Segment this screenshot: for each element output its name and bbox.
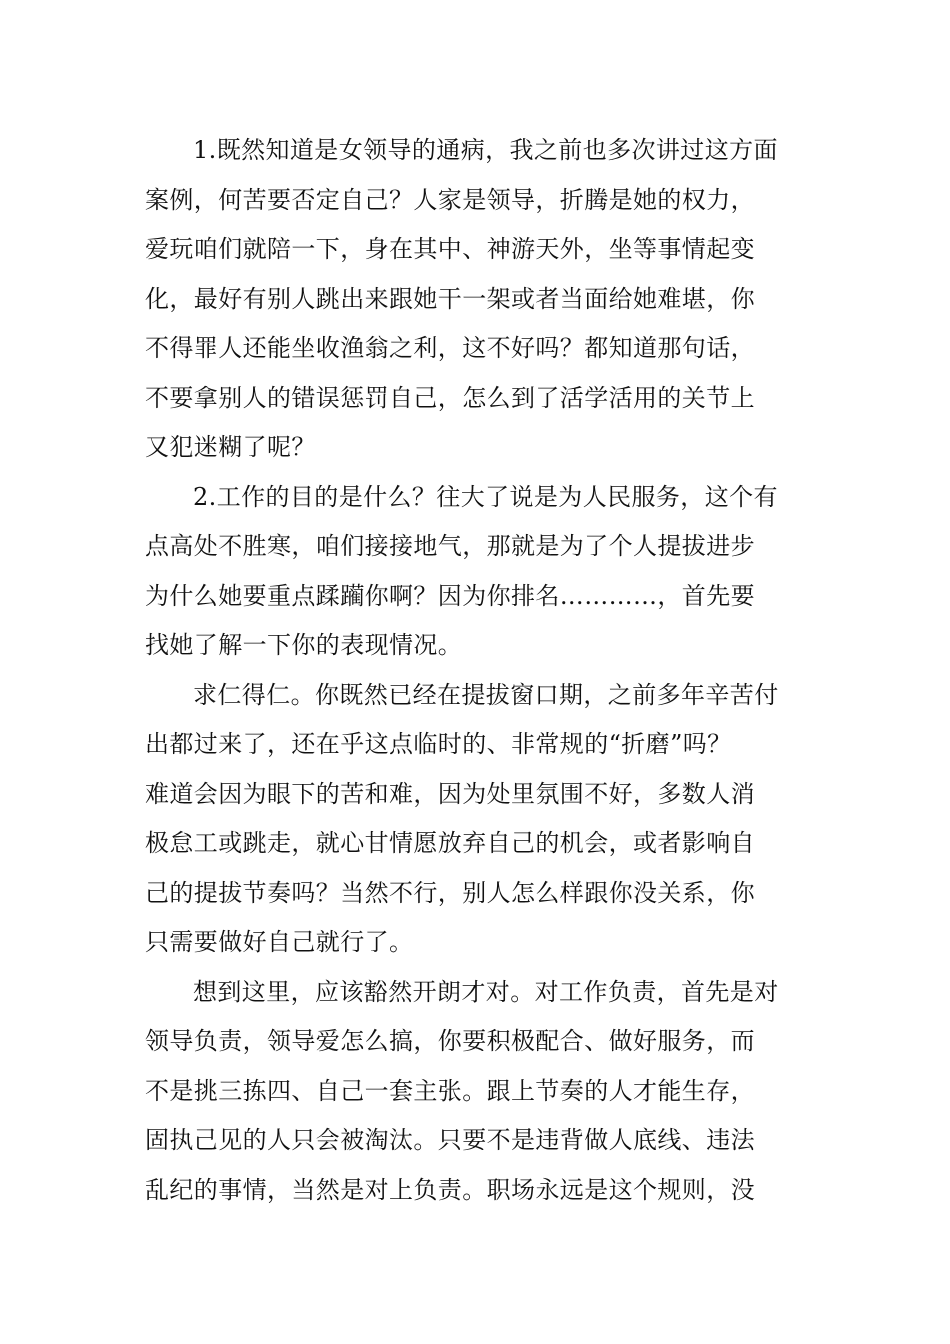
text-line: 1.既然知道是女领导的通病，我之前也多次讲过这方面 [193, 136, 778, 164]
paragraph-3 [145, 671, 811, 968]
text-line: 不得罪人还能坐收渔翁之利，这不好吗？都知道那句话， [145, 334, 755, 362]
text-line: 2.工作的目的是什么？往大了说是为人民服务，这个有 [193, 482, 778, 511]
text-line: 乱纪的事情，当然是对上负责。职场永远是这个规则，没 [145, 1175, 755, 1204]
text-line: 化，最好有别人跳出来跟她干一架或者当面给她难堪，你 [145, 284, 755, 313]
paragraph-1 [145, 126, 811, 473]
text-line: 又犯迷糊了呢？ [145, 433, 316, 461]
text-line: 己的提拔节奏吗？当然不行，别人怎么样跟你没关系，你 [145, 878, 755, 907]
text-line: 想到这里，应该豁然开朗才对。对工作负责，首先是对 [193, 977, 779, 1006]
text-line: 出都过来了，还在乎这点临时的、非常规的“折磨”吗？ [145, 730, 732, 758]
text-line: 难道会因为眼下的苦和难，因为处里氛围不好，多数人消 [145, 779, 755, 808]
text-line: 案例，何苦要否定自己？人家是领导，折腾是她的权力， [145, 185, 755, 214]
text-line: 求仁得仁。你既然已经在提拔窗口期，之前多年辛苦付 [193, 680, 779, 709]
text-line: 不要拿别人的错误惩罚自己，怎么到了活学活用的关节上 [145, 383, 755, 412]
text-line: 领导负责，领导爱怎么搞，你要积极配合、做好服务，而 [145, 1027, 755, 1055]
text-line: 爱玩咱们就陪一下，身在其中、神游天外，坐等事情起变 [145, 235, 755, 263]
document-body [145, 126, 811, 1215]
paragraph-4 [145, 968, 811, 1216]
text-line: 固执己见的人只会被淘汰。只要不是违背做人底线、违法 [145, 1126, 755, 1154]
text-line: 极怠工或跳走，就心甘情愿放弃自己的机会，或者影响自 [145, 829, 755, 857]
text-line: 点高处不胜寒，咱们接接地气，那就是为了个人提拔进步 [145, 532, 755, 560]
text-line: 找她了解一下你的表现情况。 [145, 631, 463, 659]
text-line: 为什么她要重点蹂躏你啊？因为你排名…………，首先要 [145, 581, 755, 610]
text-line: 只需要做好自己就行了。 [145, 928, 414, 956]
paragraph-2 [145, 473, 811, 671]
text-line: 不是挑三拣四、自己一套主张。跟上节奏的人才能生存， [145, 1076, 755, 1105]
